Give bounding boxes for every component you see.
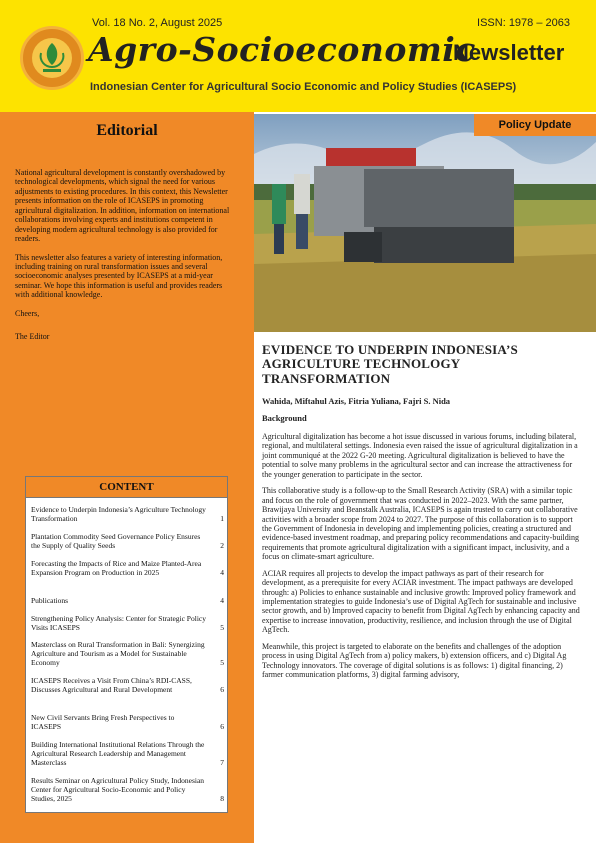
editorial-greeting: Cheers, xyxy=(15,308,40,318)
newsletter-title-suffix: Newsletter xyxy=(453,40,565,65)
institution-subtitle: Indonesian Center for Agricultural Socio Economic and Policy Studies (ICASEPS) xyxy=(90,81,517,93)
toc-page: 8 xyxy=(220,794,224,803)
article-paragraph: Meanwhile, this project is targeted to elaborate on the benefits and challenges of the adoption process in using Digital AgTech from a) policy makers, b) extension officers, and c) Digital Ag Technology innovators. The coverage of digital solutions is as follows: 1) digital financing, 2) farmer communication platforms, 3) digital farming advisory, xyxy=(262,641,567,680)
editorial-signature: The Editor xyxy=(15,332,50,342)
table-of-contents xyxy=(25,476,228,813)
rice-harvester-photo xyxy=(254,114,596,332)
toc-item[interactable] xyxy=(31,532,224,550)
toc-item[interactable] xyxy=(31,505,224,523)
toc-title: Forecasting the Impacts of Rice and Maize Planted-Area Expansion Program on Production in 2025 xyxy=(31,559,202,577)
editorial-text xyxy=(15,168,235,351)
toc-title: ICASEPS Receives a Visit From China’s RDI-CASS, Discusses Agricultural and Rural Development xyxy=(31,676,192,694)
toc-item[interactable] xyxy=(31,676,224,694)
editorial-paragraph: National agricultural development is constantly overshadowed by technological developments, which signal the need for various adjustments to existing procedures. In this context, this Newsletter presents information on the role of ICASEPS in promoting agricultural digitalization. In addition, information on international collaborations involving experts and institutions competent in developing modern agricultural technology is also provided for readers. xyxy=(15,168,230,244)
article-subheading: Background xyxy=(262,413,307,423)
masthead xyxy=(0,0,596,112)
toc-item[interactable] xyxy=(31,740,224,767)
toc-page: 7 xyxy=(220,758,224,767)
article-body xyxy=(262,432,582,687)
article-paragraph: Agricultural digitalization has become a hot issue discussed in various forums, including bilateral, regional, and multilateral settings. Indonesia even raised the issue of agricultural digitalization in a joint communiqué at the 2022 G-20 meeting. Agricultural digitalization is believed to have the potential to solve many problems in the agricultural sector and can increase the attractiveness for the younger generation to participate in the sector. xyxy=(262,432,578,479)
newsletter-title: Agro-Socioeconomic xyxy=(88,30,476,69)
toc-page: 6 xyxy=(220,685,224,694)
toc-title: New Civil Servants Bring Fresh Perspectives to ICASEPS xyxy=(31,713,175,731)
editorial-paragraph: This newsletter also features a variety of interesting information, including training on rural transformation issues and several socioeconomic analyses presented by ICASEPS at a mid-year seminar. We hope this information is useful and provides readers with additional knowledge. xyxy=(15,252,223,300)
toc-title: Evidence to Underpin Indonesia’s Agriculture Technology Transformation xyxy=(31,505,206,523)
toc-item[interactable] xyxy=(31,776,224,803)
toc-title: Building International Institutional Relations Through the Agricultural Research Leadership and Management Masterclass xyxy=(31,740,205,767)
section-badge: Policy Update xyxy=(474,114,596,136)
toc-item[interactable] xyxy=(31,614,224,632)
article-paragraph: This collaborative study is a follow-up to the Small Research Activity (SRA) with a similar topic and focus on the role of government that was conducted in 2022–2023. With the same partner, Brawijaya University and Beanstalk Australia, ICASEPS is again trusted to carry out collaborative activities with a broader scope from 2024 to 2027. The purpose of this collaboration is to support the Government of Indonesia in developing and implementing policies, creating a structured and evidence-based investment roadmap, and preparing policy recommendations and capacity-building requirements that promote agricultural digitalization with a significant impact, inclusivity, and a focus on climate-smart agriculture. xyxy=(262,486,579,562)
toc-title: Plantation Commodity Seed Governance Policy Ensures the Supply of Quality Seeds xyxy=(31,532,201,550)
contents-heading: CONTENT xyxy=(26,477,227,498)
toc-page: 6 xyxy=(220,722,224,731)
toc-page: 5 xyxy=(220,623,224,632)
toc-title: Results Seminar on Agricultural Policy Study, Indonesian Center for Agricultural Socio-Economic and Policy Studies, 2025 xyxy=(31,776,205,803)
toc-page: 5 xyxy=(220,658,224,667)
toc-title: Masterclass on Rural Transformation in Bali: Synergizing Agriculture and Tourism as a Model for Sustainable Economy xyxy=(31,640,205,667)
toc-page: 2 xyxy=(220,541,224,550)
article-paragraph: ACIAR requires all projects to develop the impact pathways as part of their research for development, as a prerequisite for every ACIAR investment. The impact pathways are developed through: a) Policies to enhance sustainable and inclusive growth: Improved policy framework and implementation strategies to guide Indonesia’s use of Digital AgTech for sustainable and inclusive sector growth, and b) Improved capacity to benefit from Digital AgTech by enhancing capacity and expertise to increase innovation, productivity, resilience, and inclusion through the use of Digital AgTech. xyxy=(262,568,580,635)
toc-item[interactable] xyxy=(31,713,224,731)
article-authors: Wahida, Miftahul Azis, Fitria Yuliana, Fajri S. Nida xyxy=(262,396,451,406)
ministry-logo-icon xyxy=(20,26,84,90)
toc-item[interactable] xyxy=(31,596,224,605)
toc-title: Strengthening Policy Analysis: Center for Strategic Policy Visits ICASEPS xyxy=(31,614,206,632)
toc-page: 4 xyxy=(220,596,224,605)
toc-item[interactable] xyxy=(31,640,224,667)
toc-page: 1 xyxy=(220,514,224,523)
issn-number: ISSN: 1978 – 2063 xyxy=(477,17,570,29)
article-title: EVIDENCE TO UNDERPIN INDONESIA’S AGRICULTURE TECHNOLOGY TRANSFORMATION xyxy=(262,342,518,386)
issue-volume: Vol. 18 No. 2, August 2025 xyxy=(92,17,223,29)
toc-title: Publications xyxy=(31,596,69,605)
toc-item[interactable] xyxy=(31,559,224,577)
toc-page: 4 xyxy=(220,568,224,577)
editorial-heading: Editorial xyxy=(96,122,158,139)
